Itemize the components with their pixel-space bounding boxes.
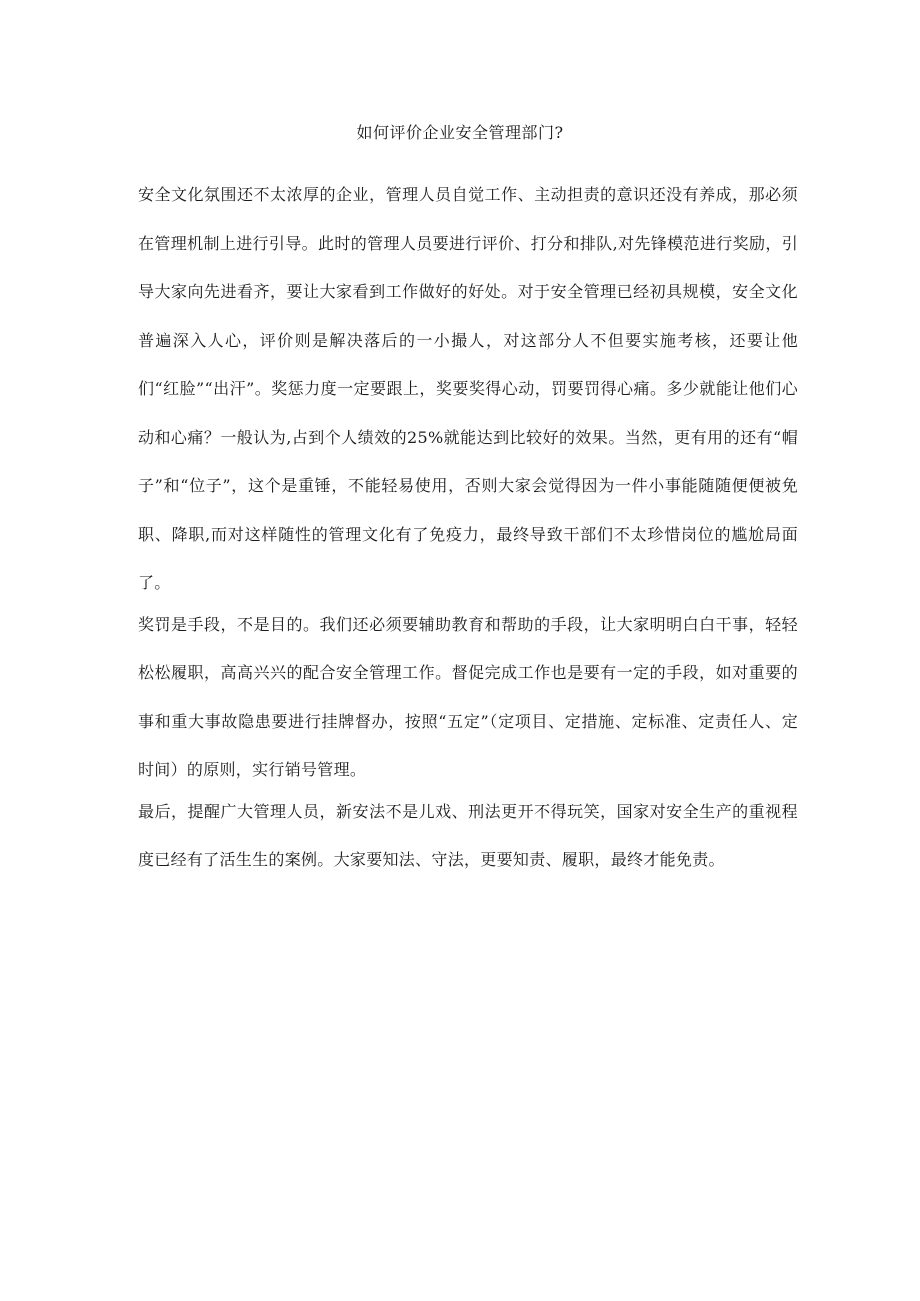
document-body — [138, 171, 798, 885]
paragraph-reward-punishment: 奖罚是手段，不是目的。我们还必须要辅助教育和帮助的手段，让大家明明白白干事，轻轻松松履职，高高兴兴的配合安全管理工作。督促完成工作也是要有一定的手段，如对重要的事和重大事故隐患要进行挂牌督办，按照“五定”（定项目、定措施、定标准、定责任人、定时间）的原则，实行销号管理。 — [138, 614, 798, 779]
paragraph-evaluation: 安全文化氛围还不太浓厚的企业，管理人员自觉工作、主动担责的意识还没有养成，那必须在管理机制上进行引导。此时的管理人员要进行评价、打分和排队,对先锋模范进行奖励，引导大家向先进看齐，要让大家看到工作做好的好处。对于安全管理已经初具规模，安全文化普遍深入人心，评价则是解决落后的一小撮人，对这部分人不但要实施考核，还要让他们“红脸”“出汗”。奖惩力度一定要跟上，奖要奖得心动，罚要罚得心痛。多少就能让他们心动和心痛？一般认为,占到个人绩效的25%就能达到比较好的效果。当然，更有用的还有“帽子”和“位子”，这个是重锤，不能轻易使用，否则大家会觉得因为一件小事能随随便便被免职、降职,而对这样随性的管理文化有了免疫力，最终导致干部们不太珍惜岗位的尴尬局面了。 — [138, 185, 798, 592]
paragraph-conclusion: 最后，提醒广大管理人员，新安法不是儿戏、刑法更开不得玩笑，国家对安全生产的重视程度已经有了活生生的案例。大家要知法、守法，更要知责、履职，最终才能免责。 — [138, 801, 798, 869]
document-title: 如何评价企业安全管理部门? — [356, 123, 564, 142]
